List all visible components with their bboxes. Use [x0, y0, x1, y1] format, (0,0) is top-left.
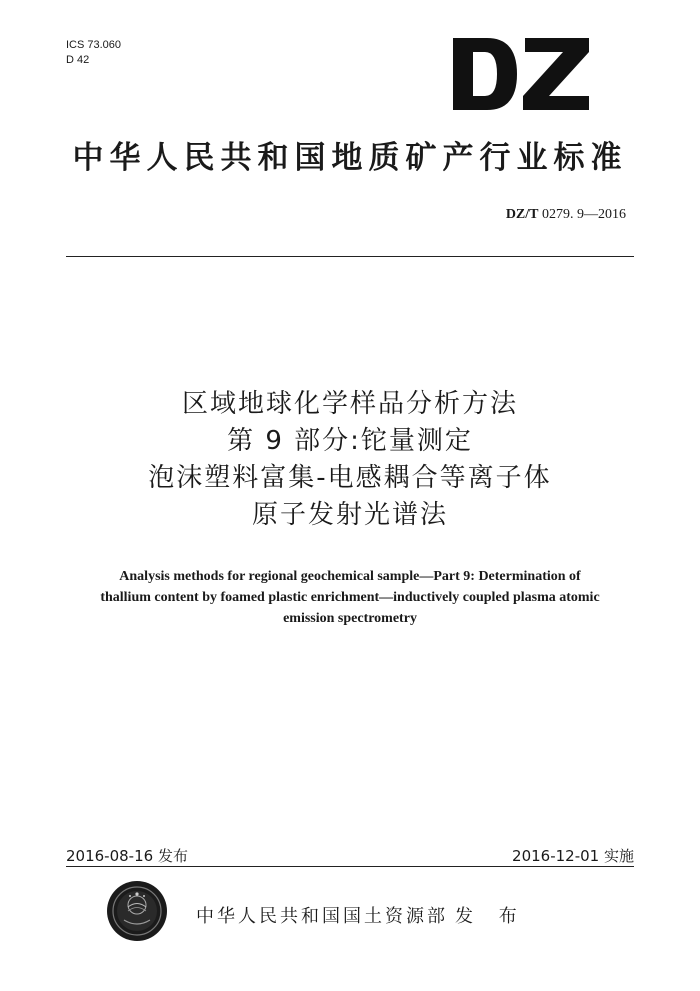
standard-category-title: 中华人民共和国地质矿产行业标准 [72, 140, 628, 176]
english-title [66, 566, 634, 629]
english-title-line-2: thallium content by foamed plastic enrichment—inductively coupled plasma atomic [100, 590, 600, 605]
chinese-title-line-4: 原子发射光谱法 [251, 500, 448, 530]
classification-codes [66, 38, 121, 68]
publisher-name: 中华人民共和国国土资源部 [196, 906, 448, 927]
publish-label: 发 布 [455, 906, 527, 927]
top-divider [66, 256, 634, 257]
chinese-title-line-2: 第 9 部分:铊量测定 [227, 426, 473, 456]
ccs-code: D 42 [66, 54, 90, 66]
bottom-divider [66, 866, 634, 867]
implementation-date: 2016-12-01 实施 [512, 847, 634, 865]
dz-logo [451, 36, 591, 112]
standard-code-prefix: DZ/T [505, 207, 539, 222]
english-title-line-1: Analysis methods for regional geochemical sample—Part 9: Determination of [119, 569, 581, 584]
ministry-seal-icon [106, 880, 168, 942]
chinese-title-line-1: 区域地球化学样品分析方法 [181, 389, 518, 419]
english-title-line-3: emission spectrometry [283, 611, 417, 626]
standard-code-number: 0279. 9—2016 [542, 207, 626, 222]
chinese-title-line-3: 泡沫塑料富集-电感耦合等离子体 [148, 463, 552, 493]
ics-code: ICS 73.060 [66, 39, 122, 51]
issue-date: 2016-08-16 发布 [66, 847, 188, 865]
chinese-title [0, 386, 700, 534]
standard-code [506, 207, 626, 223]
